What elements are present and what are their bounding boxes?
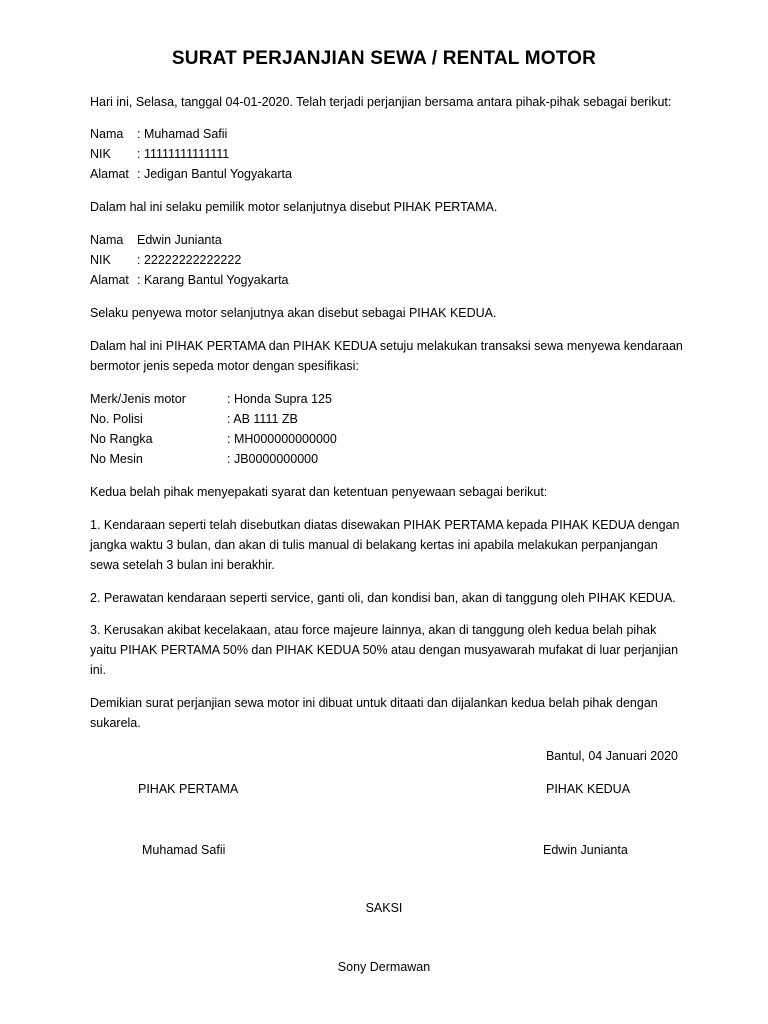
place-and-date: Bantul, 04 Januari 2020	[545, 749, 678, 763]
party-two-name-value: Edwin Junianta	[137, 233, 222, 247]
party-one-address-value: : Jedigan Bantul Yogyakarta	[137, 167, 292, 181]
party-two-address-label: Alamat	[90, 273, 129, 287]
agreement-line-2: bermotor jenis sepeda motor dengan spesifikasi:	[90, 359, 359, 373]
document-title: SURAT PERJANJIAN SEWA / RENTAL MOTOR	[171, 48, 597, 69]
agreement-line-1: Dalam hal ini PIHAK PERTAMA dan PIHAK KEDUA setuju melakukan transaksi sewa menyewa kendaraan	[90, 339, 683, 353]
party-one-address-label: Alamat	[90, 167, 129, 181]
signature-second-party-name: Edwin Junianta	[543, 843, 628, 857]
vehicle-frame-value: : MH000000000000	[227, 432, 337, 446]
vehicle-plate-value: : AB 1111 ZB	[227, 412, 298, 426]
signature-first-party-name: Muhamad Safii	[142, 843, 226, 857]
vehicle-brand-value: : Honda Supra 125	[227, 392, 332, 406]
party-one-name-label: Nama	[90, 127, 124, 141]
party-two-address-value: : Karang Bantul Yogyakarta	[137, 273, 289, 287]
term-1-line-2: jangka waktu 3 bulan, dan akan di tulis manual di belakang kertas ini apabila melakukan perpanjangan	[90, 538, 658, 552]
terms-intro: Kedua belah pihak menyepakati syarat dan ketentuan penyewaan sebagai berikut:	[90, 485, 548, 499]
party-one-name-value: : Muhamad Safii	[137, 127, 228, 141]
intro-paragraph: Hari ini, Selasa, tanggal 04-01-2020. Telah terjadi perjanjian bersama antara pihak-pihak sebagai berikut:	[90, 95, 672, 109]
vehicle-plate-label: No. Polisi	[90, 412, 143, 426]
term-3-line-3: ini.	[90, 663, 106, 677]
closing-line-2: sukarela.	[90, 716, 141, 730]
party-two-nik-value: : 22222222222222	[137, 253, 242, 267]
closing-line-1: Demikian surat perjanjian sewa motor ini dibuat untuk ditaati dan dijalankan kedua belah pihak dengan	[90, 696, 658, 710]
term-3-line-1: 3. Kerusakan akibat kecelakaan, atau force majeure lainnya, akan di tanggung oleh kedua belah pihak	[90, 623, 657, 637]
party-one-note: Dalam hal ini selaku pemilik motor selanjutnya disebut PIHAK PERTAMA.	[90, 200, 498, 214]
party-one-nik-value: : 11111111111111	[137, 147, 230, 161]
party-two-name-label: Nama	[90, 233, 124, 247]
vehicle-engine-value: : JB0000000000	[227, 452, 319, 466]
party-two-nik-label: NIK	[90, 253, 111, 267]
vehicle-engine-label: No Mesin	[90, 452, 143, 466]
witness-name: Sony Dermawan	[337, 960, 431, 974]
witness-label: SAKSI	[365, 901, 403, 915]
term-2-line-1: 2. Perawatan kendaraan seperti service, ganti oli, dan kondisi ban, akan di tanggung oleh PIHAK KEDUA.	[90, 591, 676, 605]
term-1-line-1: 1. Kendaraan seperti telah disebutkan diatas disewakan PIHAK PERTAMA kepada PIHAK KEDUA dengan	[90, 518, 680, 532]
vehicle-brand-label: Merk/Jenis motor	[90, 392, 186, 406]
party-two-note: Selaku penyewa motor selanjutnya akan disebut sebagai PIHAK KEDUA.	[90, 306, 497, 320]
term-3-line-2: yaitu PIHAK PERTAMA 50% dan PIHAK KEDUA 50% atau dengan musyawarah mufakat di luar perjanjian	[90, 643, 679, 657]
party-one-nik-label: NIK	[90, 147, 111, 161]
signature-first-party-label: PIHAK PERTAMA	[138, 782, 239, 796]
vehicle-frame-label: No Rangka	[90, 432, 153, 446]
term-1-line-3: sewa setelah 3 bulan ini berakhir.	[90, 558, 275, 572]
signature-second-party-label: PIHAK KEDUA	[546, 782, 631, 796]
